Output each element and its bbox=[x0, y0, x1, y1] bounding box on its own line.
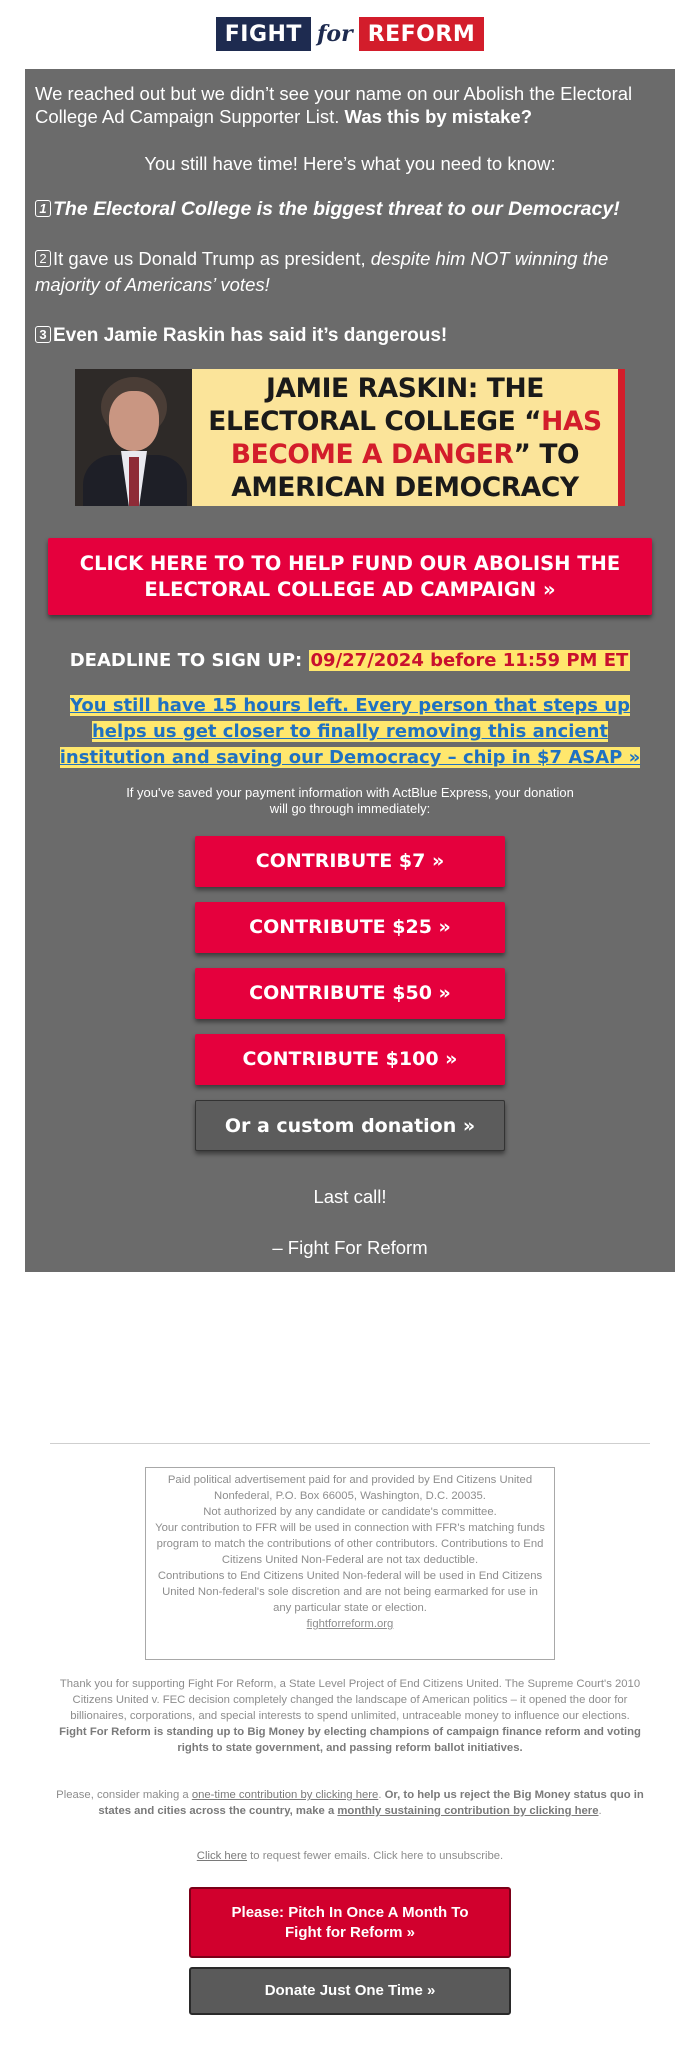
raskin-photo bbox=[75, 369, 192, 506]
legal-p2: Not authorized by any candidate or candidate's committee. bbox=[203, 1506, 497, 1518]
point-1-text: The Electoral College is the biggest threat to our Democracy! bbox=[53, 198, 620, 220]
logo-for: for bbox=[311, 17, 359, 51]
banner-red: HAS BECOME A DANGER bbox=[230, 405, 602, 470]
contribute-25-button[interactable]: CONTRIBUTE $25 » bbox=[195, 902, 505, 953]
banner-edge bbox=[618, 369, 625, 506]
fight-for-reform-logo[interactable] bbox=[216, 17, 484, 51]
point-2-text: It gave us Donald Trump as president, bbox=[53, 248, 371, 269]
footer-about-text: Thank you for supporting Fight For Reform, a State Level Project of End Citizens United. The Supreme Court's 2010 Citizens United v. FEC decision completely changed the landscape of American politics – it opened the door for billionaires, corporations, and special interests to spend unlimited, untraceable money to influence our elections. bbox=[59, 1678, 641, 1722]
legal-disclaimer-box bbox=[145, 1467, 555, 1660]
fewer-emails-link[interactable]: Click here bbox=[196, 1850, 248, 1862]
footer-contribute-b: . bbox=[378, 1789, 385, 1801]
contribute-100-button[interactable]: CONTRIBUTE $100 » bbox=[195, 1034, 505, 1085]
website-link[interactable]: fightforreform.org bbox=[306, 1618, 394, 1630]
logo-fight: FIGHT bbox=[216, 17, 311, 51]
footer-divider bbox=[50, 1443, 650, 1444]
legal-p3: Your contribution to FFR will be used in connection with FFR's matching funds program to match the contributions of other contributors. Contributions to End Citizens United Non-Federal are not tax deductible. bbox=[155, 1522, 545, 1566]
intro-bold: Was this by mistake? bbox=[344, 106, 533, 127]
signature: – Fight For Reform bbox=[272, 1237, 428, 1258]
number-2-icon: 2 bbox=[35, 250, 51, 267]
footer-unsubscribe bbox=[55, 1848, 645, 1864]
last-call: Last call! bbox=[313, 1186, 387, 1207]
number-3-icon: 3 bbox=[35, 326, 51, 343]
number-1-icon: 1 bbox=[35, 200, 51, 217]
custom-donation-button[interactable]: Or a custom donation » bbox=[195, 1100, 505, 1151]
time-line: You still have time! Here’s what you need to know: bbox=[144, 153, 556, 174]
chip-in-link[interactable]: You still have 15 hours left. Every person that steps up helps us get closer to finally removing this ancient institution and saving our Democracy – chip in $7 ASAP » bbox=[59, 695, 641, 768]
footer-contribute-end: . bbox=[598, 1805, 602, 1817]
deadline-line bbox=[25, 650, 675, 671]
footer-contribute-bold: Or, to help us reject the Big Money status quo in states and cities across the country, make a bbox=[98, 1789, 644, 1817]
monthly-donation-button[interactable]: Please: Pitch In Once A Month To Fight for Reform » bbox=[189, 1887, 511, 1958]
point-2 bbox=[35, 246, 665, 298]
contribute-7-button[interactable]: CONTRIBUTE $7 » bbox=[195, 836, 505, 887]
banner-headline bbox=[192, 369, 618, 506]
legal-p1: Paid political advertisement paid for and provided by End Citizens United Nonfederal, P.O. Box 66005, Washington, D.C. 20035. bbox=[167, 1474, 533, 1502]
footer-about bbox=[55, 1676, 645, 1756]
one-time-contribution-link[interactable]: one-time contribution by clicking here bbox=[191, 1789, 379, 1801]
footer-contribute-a: Please, consider making a bbox=[56, 1789, 192, 1801]
point-3-text: Even Jamie Raskin has said it’s dangerous! bbox=[53, 325, 448, 346]
intro-text: We reached out but we didn’t see your name on our Abolish the Electoral College Ad Campaign Supporter List. bbox=[35, 83, 633, 127]
legal-p4: Contributions to End Citizens United Non-federal will be used in End Citizens United Non-federal's sole discretion and are not being earmarked for use in any particular state or election. bbox=[157, 1570, 543, 1614]
raskin-banner-image[interactable] bbox=[75, 369, 625, 506]
footer-contribute bbox=[55, 1787, 645, 1819]
point-2-italic: despite him NOT winning the majority of Americans’ votes! bbox=[35, 248, 609, 295]
point-3 bbox=[35, 323, 665, 349]
point-1 bbox=[35, 196, 665, 222]
express-note: If you've saved your payment information with ActBlue Express, your donation will go through immediately: bbox=[126, 785, 574, 816]
footer-unsubscribe-text: to request fewer emails. Click here to unsubscribe. bbox=[247, 1850, 504, 1862]
logo-reform: REFORM bbox=[359, 17, 485, 51]
email-body-panel bbox=[25, 69, 675, 1272]
banner-line2: ” TO AMERICAN DEMOCRACY bbox=[231, 438, 580, 503]
contribute-50-button[interactable]: CONTRIBUTE $50 » bbox=[195, 968, 505, 1019]
fund-campaign-button[interactable]: CLICK HERE TO TO HELP FUND OUR ABOLISH THE ELECTORAL COLLEGE AD CAMPAIGN » bbox=[48, 538, 652, 615]
one-time-donation-button[interactable]: Donate Just One Time » bbox=[189, 1967, 511, 2015]
banner-line1: JAMIE RASKIN: THE ELECTORAL COLLEGE “ bbox=[208, 372, 544, 437]
urgent-link-paragraph bbox=[41, 693, 659, 771]
intro-paragraph bbox=[35, 82, 665, 128]
footer-about-bold: Fight For Reform is standing up to Big Money by electing champions of campaign finance reform and voting rights to state government, and passing reform ballot initiatives. bbox=[59, 1726, 641, 1754]
logo-header bbox=[0, 17, 700, 51]
deadline-date: 09/27/2024 before 11:59 PM ET bbox=[310, 650, 629, 671]
monthly-contribution-link[interactable]: monthly sustaining contribution by clicking here bbox=[337, 1805, 599, 1817]
deadline-label: DEADLINE TO SIGN UP: bbox=[69, 650, 309, 671]
